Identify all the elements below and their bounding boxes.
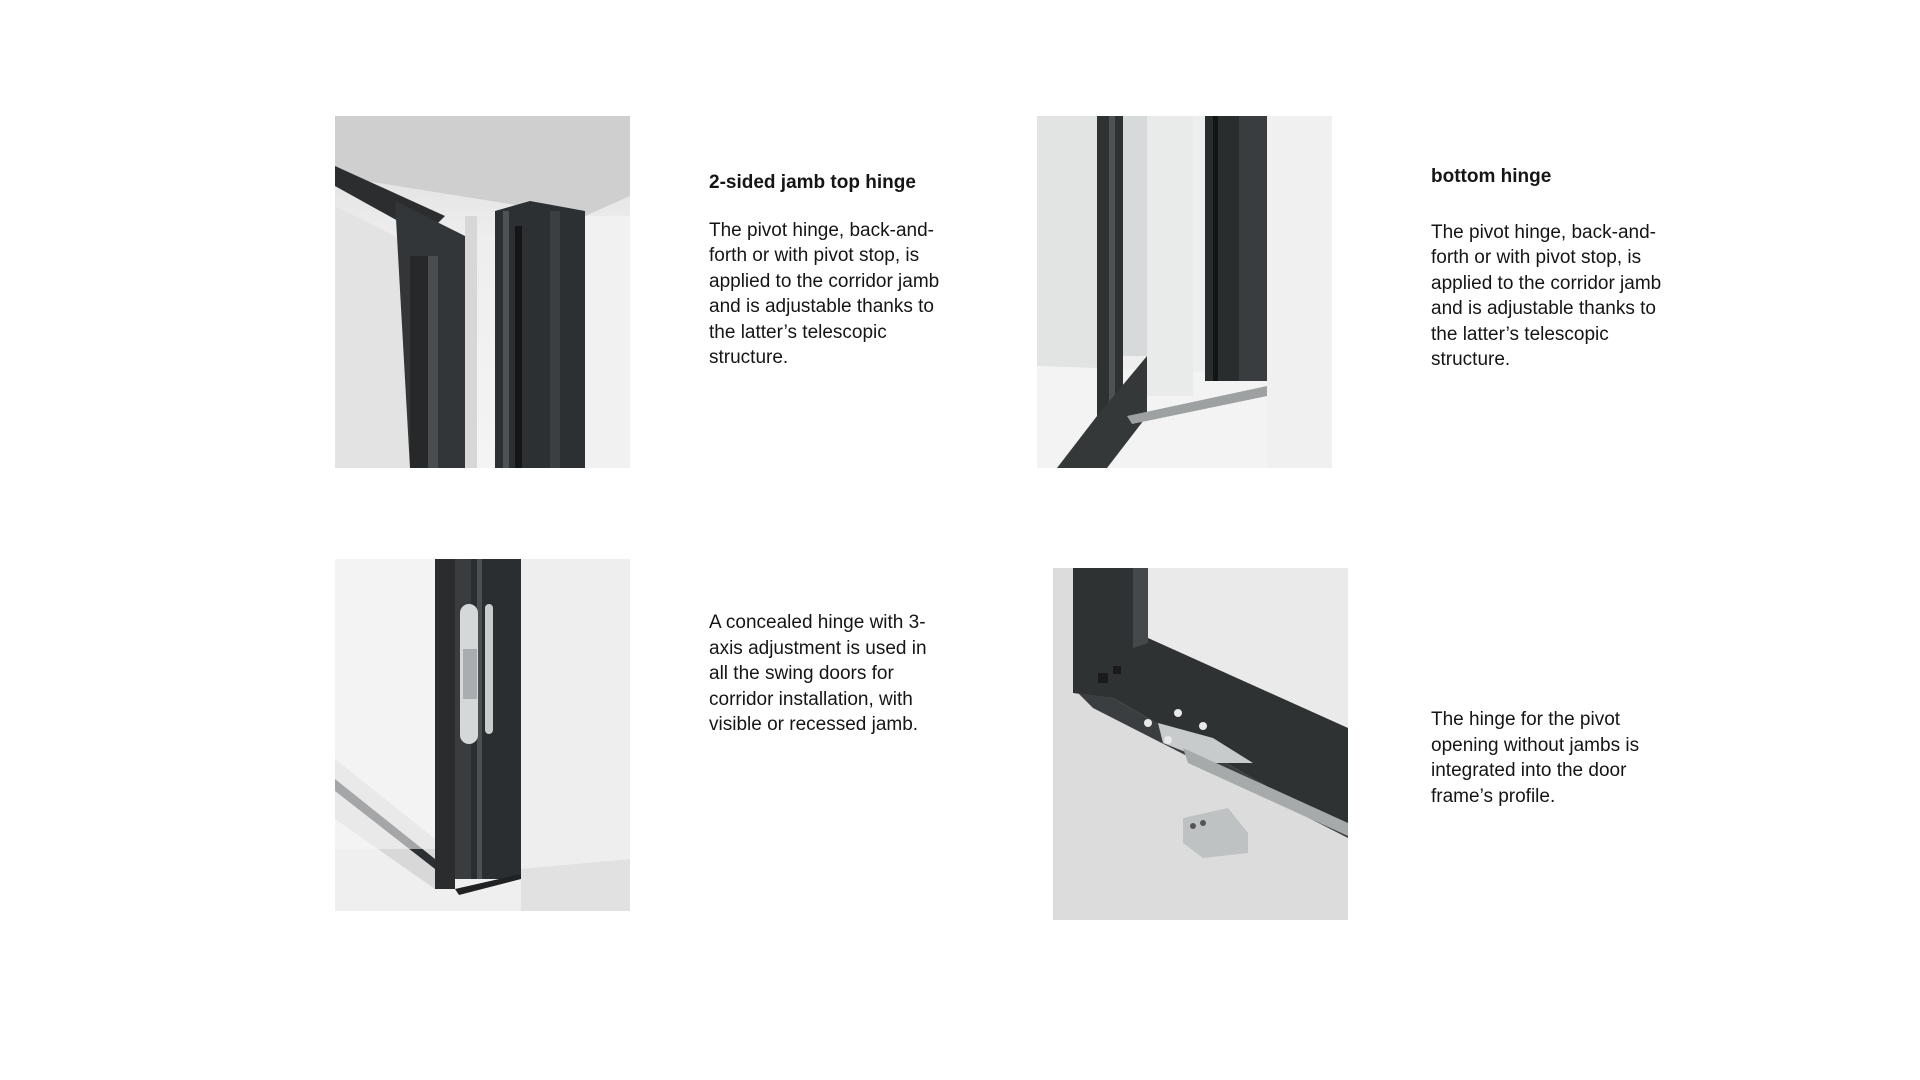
section-heading: bottom hinge [1431,166,1552,187]
jambless-pivot-hinge-photo [1053,568,1348,920]
concealed-hinge-photo [335,559,630,911]
jamb-top-hinge-photo [335,116,630,468]
section-text: A concealed hinge with 3-axis adjustment is used in all the swing doors for corridor installation, with visible or recessed jamb. [709,612,927,735]
jambless-pivot-hinge-description [1431,707,1671,809]
section-text: The pivot hinge, back-and-forth or with pivot stop, is applied to the corridor jamb and is adjustable thanks to the latter’s telescopic structure. [709,219,940,368]
jamb-top-hinge-description [709,170,949,371]
bottom-hinge-description [1431,164,1671,373]
bottom-hinge-photo [1037,116,1332,468]
section-text: The hinge for the pivot opening without jambs is integrated into the door frame’s profile. [1431,709,1640,807]
concealed-hinge-description [709,610,949,738]
section-heading: 2-sided jamb top hinge [709,172,916,193]
section-text: The pivot hinge, back-and-forth or with pivot stop, is applied to the corridor jamb and is adjustable thanks to the latter’s telescopic structure. [1431,221,1662,370]
